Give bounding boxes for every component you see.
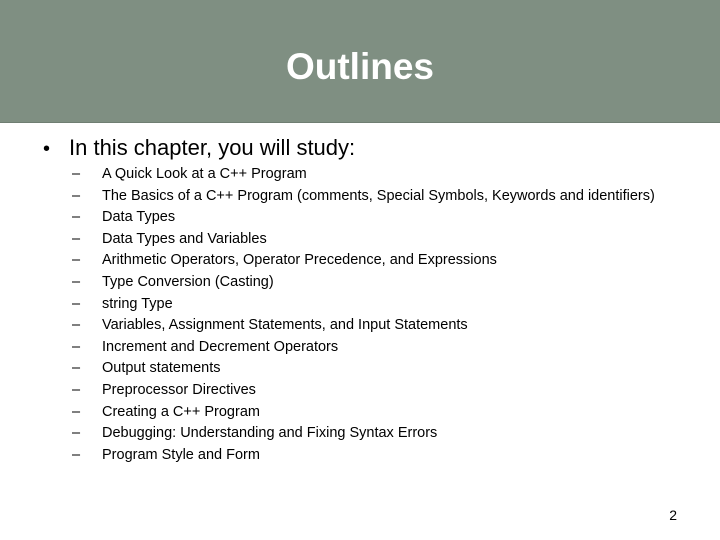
list-item xyxy=(72,445,662,467)
dash-icon: – xyxy=(72,252,81,269)
bullet-icon: • xyxy=(43,138,51,160)
list-item-text: Increment and Decrement Operators xyxy=(102,338,339,355)
list-item-text: string Type xyxy=(102,295,173,312)
dash-icon: – xyxy=(72,209,81,226)
list-item-text: Output statements xyxy=(102,360,221,377)
dash-icon: – xyxy=(72,446,81,463)
dash-icon: – xyxy=(72,403,81,420)
list-item-text: Data Types xyxy=(102,209,176,226)
list-item xyxy=(72,250,662,272)
list-item xyxy=(72,380,662,402)
dash-icon: – xyxy=(72,273,81,290)
list-item-text: Preprocessor Directives xyxy=(102,381,256,398)
list-item-text: Creating a C++ Program xyxy=(102,403,260,420)
list-item-text: The Basics of a C++ Program (comments, Special Symbols, Keywords and identifiers) xyxy=(102,187,655,204)
list-item xyxy=(72,423,662,445)
list-item xyxy=(72,164,662,186)
list-item xyxy=(72,358,662,380)
list-item-text: Variables, Assignment Statements, and Input Statements xyxy=(102,317,468,334)
topic-list xyxy=(72,164,662,466)
list-item-text: Type Conversion (Casting) xyxy=(102,273,274,290)
list-item-text: Data Types and Variables xyxy=(102,230,267,247)
dash-icon: – xyxy=(72,360,81,377)
list-item xyxy=(72,402,662,424)
list-item xyxy=(72,272,662,294)
list-item xyxy=(72,229,662,251)
list-item-text: Arithmetic Operators, Operator Precedence, and Expressions xyxy=(102,252,497,269)
list-item xyxy=(72,186,662,208)
list-item xyxy=(72,207,662,229)
list-item xyxy=(72,337,662,359)
main-bullet xyxy=(43,134,355,163)
list-item-text: Debugging: Understanding and Fixing Syntax Errors xyxy=(102,425,438,442)
slide-title: Outlines xyxy=(285,46,435,87)
dash-icon: – xyxy=(72,317,81,334)
main-bullet-text: In this chapter, you will study: xyxy=(69,135,356,160)
dash-icon: – xyxy=(72,338,81,355)
dash-icon: – xyxy=(72,230,81,247)
dash-icon: – xyxy=(72,166,81,182)
title-bar xyxy=(0,0,720,123)
list-item xyxy=(72,294,662,316)
dash-icon: – xyxy=(72,187,81,204)
list-item xyxy=(72,315,662,337)
dash-icon: – xyxy=(72,381,81,398)
dash-icon: – xyxy=(72,295,81,312)
page-number: 2 xyxy=(669,507,677,523)
list-item-text: Program Style and Form xyxy=(102,446,260,463)
dash-icon: – xyxy=(72,425,81,442)
list-item-text: A Quick Look at a C++ Program xyxy=(102,166,307,182)
